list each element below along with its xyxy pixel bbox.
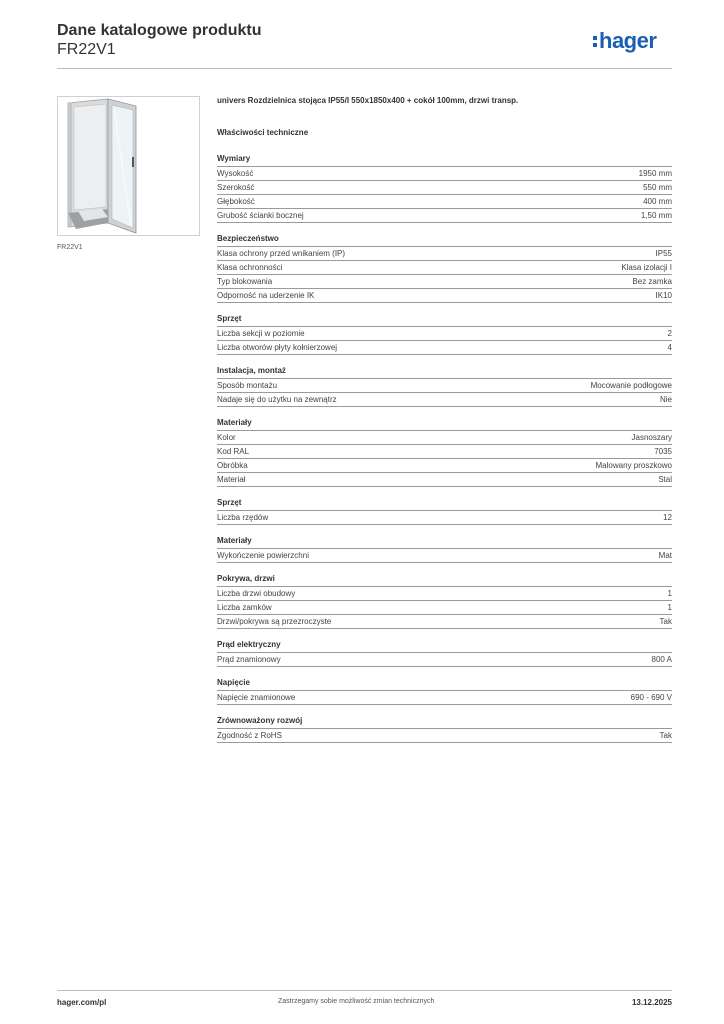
spec-section bbox=[217, 365, 672, 407]
logo-dot-top bbox=[593, 36, 597, 40]
logo-dot-bottom bbox=[593, 43, 597, 47]
footer-disclaimer: Zastrzegamy sobie możliwość zmian technicznych bbox=[278, 998, 435, 1005]
spec-value: 800 A bbox=[651, 655, 672, 664]
product-description: univers Rozdzielnica stojąca IP55/I 550x1850x400 + cokół 100mm, drzwi transp. bbox=[217, 96, 519, 105]
spec-section bbox=[217, 573, 672, 629]
spec-label: Materiał bbox=[217, 475, 246, 484]
spec-row bbox=[217, 601, 672, 615]
header bbox=[57, 22, 261, 59]
spec-value: 690 - 690 V bbox=[630, 693, 672, 702]
spec-value: 1950 mm bbox=[638, 169, 672, 178]
spec-value: 12 bbox=[663, 513, 672, 522]
spec-value: Tak bbox=[659, 731, 672, 740]
footer-divider bbox=[57, 990, 672, 991]
spec-row bbox=[217, 459, 672, 473]
spec-row bbox=[217, 587, 672, 601]
section-title: Napięcie bbox=[217, 677, 672, 691]
spec-label: Prąd znamionowy bbox=[217, 655, 281, 664]
spec-row bbox=[217, 691, 672, 705]
section-title: Sprzęt bbox=[217, 313, 672, 327]
spec-label: Liczba rzędów bbox=[217, 513, 269, 522]
spec-label: Kolor bbox=[217, 433, 236, 442]
spec-value: Nie bbox=[659, 395, 672, 404]
product-image bbox=[57, 96, 200, 236]
spec-section bbox=[217, 715, 672, 743]
spec-value: Stal bbox=[658, 475, 672, 484]
spec-value: Tak bbox=[659, 617, 672, 626]
spec-row bbox=[217, 289, 672, 303]
spec-label: Odporność na uderzenie IK bbox=[217, 291, 315, 300]
spec-value: IK10 bbox=[655, 291, 672, 300]
spec-value: 2 bbox=[667, 329, 672, 338]
spec-row bbox=[217, 261, 672, 275]
spec-value: 400 mm bbox=[643, 197, 672, 206]
spec-section bbox=[217, 233, 672, 303]
footer-date: 13.12.2025 bbox=[631, 998, 672, 1007]
spec-value: 1,50 mm bbox=[640, 211, 672, 220]
spec-value: Malowany proszkowo bbox=[595, 461, 672, 470]
spec-label: Liczba otworów płyty kołnierzowej bbox=[217, 343, 338, 352]
spec-sections bbox=[217, 153, 672, 743]
cabinet-illustration bbox=[58, 97, 199, 235]
spec-row bbox=[217, 327, 672, 341]
spec-section bbox=[217, 313, 672, 355]
spec-section bbox=[217, 677, 672, 705]
spec-label: Sposób montażu bbox=[217, 381, 278, 390]
spec-row bbox=[217, 729, 672, 743]
spec-row bbox=[217, 195, 672, 209]
spec-row bbox=[217, 473, 672, 487]
spec-section bbox=[217, 497, 672, 525]
spec-label: Klasa ochrony przed wnikaniem (IP) bbox=[217, 249, 346, 258]
spec-row bbox=[217, 181, 672, 195]
spec-label: Liczba sekcji w poziomie bbox=[217, 329, 305, 338]
section-title: Bezpieczeństwo bbox=[217, 233, 672, 247]
spec-value: 550 mm bbox=[643, 183, 672, 192]
spec-row bbox=[217, 653, 672, 667]
spec-value: 1 bbox=[667, 589, 672, 598]
spec-label: Napięcie znamionowe bbox=[217, 693, 296, 702]
spec-label: Typ blokowania bbox=[217, 277, 273, 286]
spec-label: Drzwi/pokrywa są przezroczyste bbox=[217, 617, 332, 626]
spec-value: Bez zamka bbox=[632, 277, 672, 286]
section-title: Materiały bbox=[217, 535, 672, 549]
spec-label: Wykończenie powierzchni bbox=[217, 551, 309, 560]
image-caption: FR22V1 bbox=[57, 244, 83, 251]
hager-logo[interactable] bbox=[592, 28, 672, 54]
spec-value: Mat bbox=[658, 551, 672, 560]
spec-value: 7035 bbox=[654, 447, 672, 456]
spec-row bbox=[217, 341, 672, 355]
section-title: Materiały bbox=[217, 417, 672, 431]
header-divider bbox=[57, 68, 672, 69]
spec-label: Wysokość bbox=[217, 169, 254, 178]
spec-value: Mocowanie podłogowe bbox=[590, 381, 672, 390]
section-title: Prąd elektryczny bbox=[217, 639, 672, 653]
spec-label: Liczba drzwi obudowy bbox=[217, 589, 296, 598]
spec-row bbox=[217, 549, 672, 563]
spec-label: Kod RAL bbox=[217, 447, 250, 456]
spec-label: Obróbka bbox=[217, 461, 248, 470]
spec-row bbox=[217, 445, 672, 459]
spec-section bbox=[217, 639, 672, 667]
spec-row bbox=[217, 209, 672, 223]
spec-row bbox=[217, 393, 672, 407]
spec-section bbox=[217, 535, 672, 563]
logo-text: hager bbox=[599, 28, 657, 53]
spec-section bbox=[217, 417, 672, 487]
spec-value: 4 bbox=[667, 343, 672, 352]
product-code: FR22V1 bbox=[57, 41, 116, 58]
footer-website-link[interactable]: hager.com/pl bbox=[57, 998, 107, 1007]
spec-label: Grubość ścianki bocznej bbox=[217, 211, 304, 220]
section-title: Instalacja, montaż bbox=[217, 365, 672, 379]
section-title: Sprzęt bbox=[217, 497, 672, 511]
page-title: Dane katalogowe produktu bbox=[57, 22, 262, 39]
spec-label: Głębokość bbox=[217, 197, 255, 206]
section-title: Wymiary bbox=[217, 153, 672, 167]
spec-row bbox=[217, 511, 672, 525]
spec-label: Nadaje się do użytku na zewnątrz bbox=[217, 395, 337, 404]
spec-row bbox=[217, 379, 672, 393]
spec-value: 1 bbox=[667, 603, 672, 612]
spec-label: Zgodność z RoHS bbox=[217, 731, 282, 740]
spec-section bbox=[217, 153, 672, 223]
spec-value: IP55 bbox=[655, 249, 672, 258]
spec-row bbox=[217, 431, 672, 445]
spec-label: Klasa ochronności bbox=[217, 263, 283, 272]
spec-row bbox=[217, 275, 672, 289]
product-details bbox=[217, 95, 672, 753]
section-title: Zrównoważony rozwój bbox=[217, 715, 672, 729]
section-title: Pokrywa, drzwi bbox=[217, 573, 672, 587]
spec-row bbox=[217, 247, 672, 261]
spec-row bbox=[217, 615, 672, 629]
spec-value: Klasa izolacji I bbox=[621, 263, 672, 272]
spec-label: Liczba zamków bbox=[217, 603, 272, 612]
spec-value: Jasnoszary bbox=[631, 433, 672, 442]
spec-row bbox=[217, 167, 672, 181]
spec-label: Szerokość bbox=[217, 183, 255, 192]
tech-properties-heading: Właściwości techniczne bbox=[217, 128, 309, 137]
